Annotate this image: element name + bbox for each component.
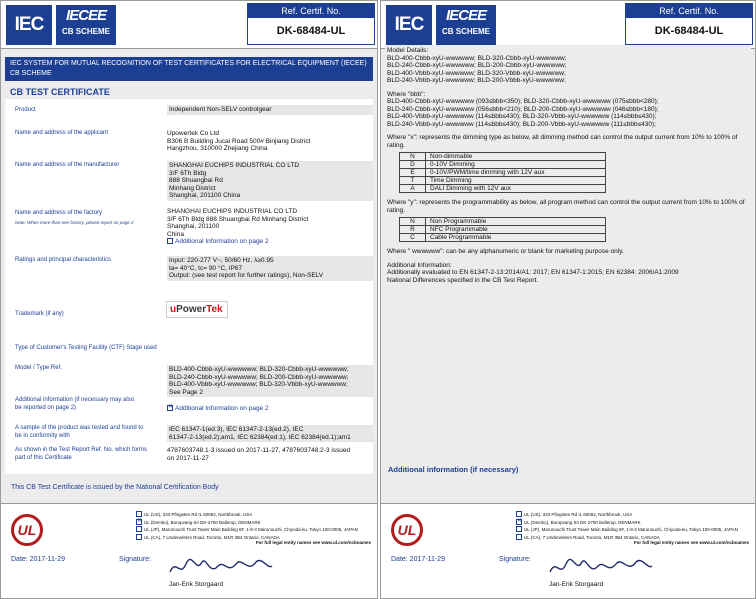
checkbox-icon [136,534,142,540]
table-cell: R [400,226,426,234]
manufacturer-line: Minhang District [169,184,216,192]
signature-scribble [546,554,656,580]
page-header [381,1,755,49]
office-item [516,511,752,519]
office-text: UL (US), 333 Pfingsten Rd IL 60062, Northbrook, USA [144,512,253,517]
ul-footer [1,503,377,598]
ref-certif-number: DK-68484-UL [276,25,346,37]
manufacturer-value [167,161,373,201]
report-value [167,447,377,462]
applicant-value [167,130,377,153]
office-text: UL (Demko), Borupvang 5A DK-2750 Ballerup, DENMARK [524,519,641,525]
additional-info-title: Additional Information: [387,261,452,269]
model-label: Model / Type Ref. [15,365,62,371]
standard-line: IEC 61347-1(ed.3), IEC 61347-2-13(ed.2), IEC [169,426,304,433]
manufacturer-line: Shanghai, 201100 China [169,192,241,199]
checkbox-icon [167,238,173,244]
handwritten-signature [546,554,656,584]
checkbox-checked-icon [136,519,142,525]
manufacturer-line: 3/F 6Th Bldg [169,169,207,177]
iecee-logo [56,5,116,45]
ref-certif-box [247,3,375,45]
model-value [167,365,373,397]
table-cell: DALI Dimming with 12V aux [426,185,606,193]
dimming-type-table [399,152,606,193]
additional-info-line: Additionally evaluated to EN 61347-2-13:2014/A1: 2017; EN 61347-1:2015; EN 62384: 2006/A1:2009 [387,269,679,276]
additional-value [167,405,377,413]
applicant-line: Hangzhou, 310000 Zhejiang China [167,145,268,152]
table-cell: Non-dimmable [426,153,606,161]
table-row [400,185,606,193]
bbb-line: BLD-240-Cbbb-xyU-wwwwww (056≤bbb<210); BLD-200-Cbbb-xyU-wwwwww (046≤bbb<180); [387,105,659,113]
factory-note: Note: When more than one factory, please report on page 2 [15,220,134,225]
iecee-banner: IEC SYSTEM FOR MUTUAL RECOGNITION OF TEST CERTIFICATES FOR ELECTRICAL EQUIPMENT (IECEE) CB SCHEME [5,57,373,81]
factory-additional-info-text: Additional Information on page 2 [175,238,269,245]
checkbox-checked-icon [167,405,173,411]
manufacturer-line: 888 Shuangbai Rd [169,177,223,184]
ratings-line: Input: 220-277 V~, 50/60 Hz, λ≥0.95 [169,257,274,264]
programmability-table [399,217,606,242]
table-cell: Time Dimming [426,177,606,185]
iecee-logo [436,5,496,45]
report-line: 4787603748.1-3 issued on 2017-11-27, 4787603748.2-3 issued [167,447,351,454]
ref-certif-label: Ref. Certif. No. [626,4,752,18]
y-description: Where "y": represents the programmability as below, all program method can control the output current from 10% to 100% of rating. [387,199,745,214]
factory-additional-info [167,238,377,246]
model-line: BLD-240-Cbbb-xyU-wwwwww; BLD-200-Cbbb-xyU-wwwwww; [169,373,349,381]
model-details-body [385,45,751,463]
issue-date: Date: 2017-11-29 [391,556,445,563]
additional-info-section [387,262,749,285]
factory-line: Shanghai, 201100 [167,223,220,230]
upowertek-brand-logo [166,301,228,318]
office-text: UL (US), 333 Pfingsten Rd IL 60062, Northbrook, USA [524,512,633,517]
w-description: Where " wwwwww": can be any alphanumeric or blank for marketing purpose only. [387,248,624,255]
bbb-line: BLD-240-Vbbb-xyU-wwwwww (114≤bbb≤430); BLD-200-Vbbb-xyU-wwwwww (111≤bbb≤430); [387,120,656,128]
iec-logo: IEC [6,5,52,45]
table-cell: N [400,153,426,161]
ratings-label: Ratings and principal characteristics [15,257,112,263]
ul-footer [381,503,755,598]
applicant-label: Name and address of the applicant [15,130,109,136]
model-detail-line: BLD-240-Cbbb-xyU-wwwwww; BLD-200-Cbbb-xyU-wwwwww; [387,62,567,69]
table-cell: 0-10V Dimming [426,161,606,169]
checkbox-checked-icon [516,519,522,525]
cb-scheme-text: CB SCHEME [61,27,110,36]
checkbox-icon [516,526,522,532]
ctf-label: Type of Customer's Testing Facility (CTF) Stage used [15,345,157,351]
checkbox-icon [136,526,142,532]
iecee-logo-text: IECEE [65,7,106,24]
office-text: UL (CA), 7 Underwriters Road, Toronto, M1R 3B4 Ontario, CANADA [144,534,280,540]
signature-scribble [166,554,276,580]
model-detail-line: BLD-400-Cbbb-xyU-wwwwww; BLD-320-Cbbb-xyU-wwwwww; [387,54,567,62]
additional-info-line: National Differences specified in the CB Test Report. [387,276,539,284]
manufacturer-line: SHANGHAI EUCHIPS INDUSTRIAL CO LTD [169,162,300,169]
table-cell: 0-10V/PWM/time dimming with 12V aux [426,169,606,177]
ref-certif-number: DK-68484-UL [654,25,724,37]
office-item [136,511,372,519]
legal-names-note: For full legal entity names see www.ul.com/ncbnames [255,540,371,545]
additional-info-text: Additional Information on page 2 [175,405,269,412]
handwritten-signature [166,554,276,584]
model-line: See Page 2 [169,388,203,396]
factory-value [167,208,377,246]
table-row [400,218,606,226]
signer-name: Jan-Erik Storgaard [169,581,224,588]
page-header [1,1,377,49]
ratings-line: Output: (see test report for further ratings), Non-SELV [169,272,324,279]
ratings-line: ta= 40°C, tc= 90 °C, IP67 [169,264,243,272]
cb-scheme-text: CB SCHEME [441,27,490,36]
product-label: Product [15,107,36,113]
factory-label: Name and address of the factory [15,210,103,216]
report-line: on 2017-11-27 [167,454,209,462]
table-cell: N [400,218,426,226]
ul-offices-list [136,511,372,541]
iecee-logo-text: IECEE [445,7,486,24]
ref-certif-box [625,3,753,45]
additional-info-header: Additional information (if necessary) [388,465,519,474]
brand-tek: Tek [206,304,223,315]
applicant-line: B306 B Building Jucai Road 500# Binjiang District [167,137,311,145]
signature-label: Signature: [499,556,531,563]
signature-label: Signature: [119,556,151,563]
table-row [400,226,606,234]
table-cell: Cable Programmable [426,234,606,242]
office-item [136,519,372,527]
factory-line: 3/F 6Th Bldg 888 Shuangbai Rd Minhang District [167,215,309,223]
table-row [400,161,606,169]
model-detail-line: BLD-400-Vbbb-xyU-wwwwww; BLD-320-Vbbb-xyU-wwwwww; [387,69,566,77]
model-detail-line: BLD-240-Vbbb-xyU-wwwwww; BLD-200-Vbbb-xyU-wwwwww; [387,77,566,84]
standard-label: A sample of the product was tested and found to be in conformity with [15,425,144,439]
model-details-section [387,47,749,85]
office-text: UL (JP), Marunouchi Trust Tower Main Building 6F, 1-8-3 Marunouchi, Chiyoda-ku, Tokyo 100-0005, JAPAN [524,527,738,532]
manufacturer-label: Name and address of the manufacturer [15,162,120,168]
table-row [400,169,606,177]
product-value: Independent Non-SELV controlgear [167,105,373,115]
office-text: UL (CA), 7 Underwriters Road, Toronto, M1R 3B4 Ontario, CANADA [524,534,660,540]
table-row [400,177,606,185]
table-cell: T [400,177,426,185]
additional-label: Additional information (if necessary may also be reported on page 2) [15,397,135,411]
table-row [400,234,606,242]
checkbox-icon [516,511,522,517]
brand-u: u [170,304,177,315]
office-text: UL (Demko), Borupvang 5A DK-2750 Ballerup, DENMARK [144,519,261,525]
cb-test-certificate-title: CB TEST CERTIFICATE [10,87,110,97]
table-cell: Non Programmable [426,218,606,226]
bbb-title: Where "bbb": [387,90,426,98]
ul-logo: UL [11,514,43,546]
office-item [136,526,372,534]
issued-by-text: This CB Test Certificate is issued by the National Certification Body [11,484,219,491]
table-cell: NFC Programmable [426,226,606,234]
factory-line: SHANGHAI EUCHIPS INDUSTRIAL CO LTD [167,208,298,215]
model-line: BLD-400-Cbbb-xyU-wwwwww; BLD-320-Cbbb-xyU-wwwwww; [169,366,349,373]
model-line: BLD-400-Vbbb-xyU-wwwwww; BLD-320-Vbbb-xyU-wwwwww; [169,381,348,388]
ul-offices-list [516,511,752,541]
office-item [516,526,752,534]
table-row [400,153,606,161]
certificate-page-2 [380,0,756,599]
office-text: UL (JP), Marunouchi Trust Tower Main Building 6F, 1-8-3 Marunouchi, Chiyoda-ku, Tokyo 100-0005, JAPAN [144,527,358,532]
report-label: As shown in the Test Report Ref. No. which forms part of this Certificate [15,447,147,461]
table-cell: C [400,234,426,242]
table-cell: E [400,169,426,177]
signer-name: Jan-Erik Storgaard [549,581,604,588]
bbb-line: BLD-400-Vbbb-xyU-wwwwww (114≤bbb≤430); BLD-320-Vbbb-xyU-wwwwww (114≤bbb≤430); [387,113,657,120]
brand-power: Power [176,304,207,315]
bbb-section [387,91,749,129]
checkbox-icon [516,534,522,540]
legal-names-note: For full legal entity names see www.ul.com/ncbnames [633,540,749,545]
checkbox-icon [136,511,142,517]
ul-logo: UL [391,514,423,546]
issue-date: Date: 2017-11-29 [11,556,65,563]
table-cell: A [400,185,426,193]
factory-line: China [167,230,184,238]
ref-certif-label: Ref. Certif. No. [248,4,374,18]
trademark-label: Trademark (if any) [15,311,64,317]
standard-value [167,425,373,442]
certificate-body [5,99,373,474]
x-description: Where "x": represents the dimming type as below, all dimming method can control the output current from 10% to 100% of rating. [387,134,738,149]
iec-logo: IEC [386,5,432,45]
bbb-line: BLD-400-Cbbb-xyU-wwwwww (093≤bbb<350); BLD-320-Cbbb-xyU-wwwwww (075≤bbb<280); [387,98,659,105]
office-item [516,519,752,527]
table-cell: D [400,161,426,169]
model-details-title: Model Details: [387,47,429,54]
ratings-value [167,256,373,281]
standard-line: 61347-2-13(ed.2);am1, IEC 62384(ed.1), IEC 62384(ed.1);am1 [169,433,351,441]
applicant-line: Upowertek Co Ltd [167,130,220,137]
